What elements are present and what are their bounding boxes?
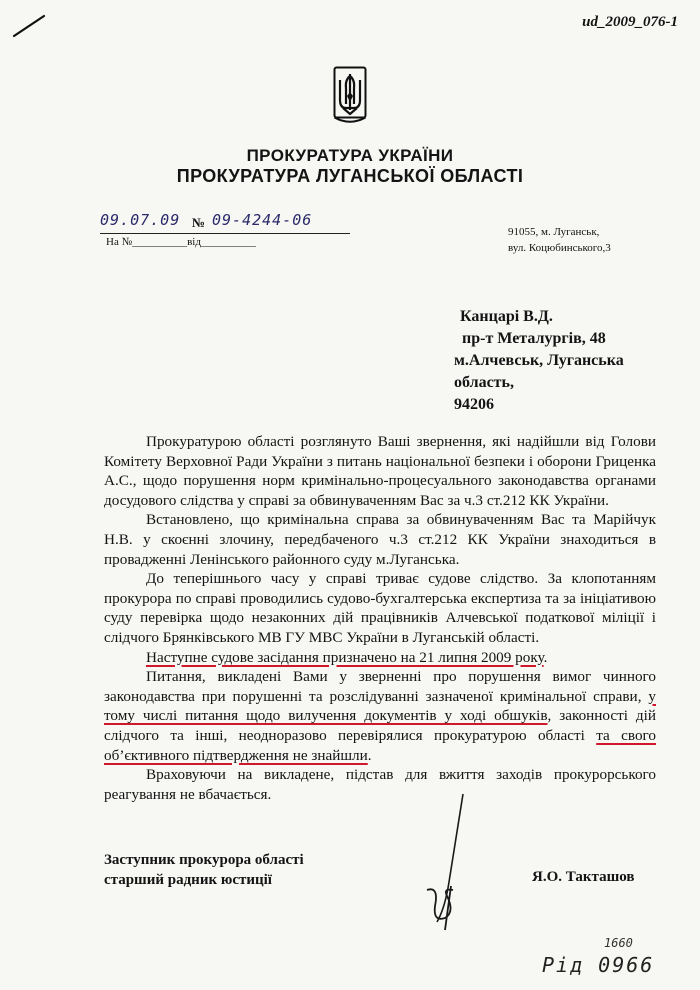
paragraph-5-underline-1: у тому числі питання щодо вилучення документів у ході обшуків — [104, 687, 656, 725]
signatory-position-line2: старший радник юстиції — [104, 872, 272, 888]
pen-stroke-mark — [10, 10, 50, 40]
sender-address-line1: 91055, м. Луганськ, — [508, 226, 600, 238]
paragraph-1: Прокуратурою області розглянуто Ваші звернення, які надійшли від Голови Комітету Верховної Ради України з питань національної безпеки і оборони Гриценка А.С., щодо порушення норм кримінально-процесуального законодавства органами досудового слідства у справі за обвинуваченням Вас за ч.3 ст.212 КК України. — [104, 433, 656, 509]
recipient-street: пр-т Металургів, 48 — [462, 330, 606, 347]
handwritten-reference: Рід 0966 — [542, 953, 655, 977]
registration-line — [100, 213, 350, 234]
paragraph-5-end: . — [367, 746, 372, 764]
sender-address — [508, 224, 611, 256]
number-sign: № — [192, 215, 206, 230]
recipient-city: м.Алчевськ, Луганська — [454, 352, 624, 369]
letter-body — [104, 432, 656, 804]
signatory-name: Я.О. Такташов — [532, 869, 635, 885]
paragraph-5-part-a: Питання, викладені Вами у зверненні про порушення вимог чинного законодавства при порушенні та розслідуванні зазначеної кримінальної справи, — [104, 668, 656, 705]
document-id: ud_2009_076-1 — [582, 14, 678, 30]
registration-number: 09-4244-06 — [212, 211, 313, 229]
handwritten-signature — [405, 790, 495, 940]
recipient-name: Канцарі В.Д. — [460, 308, 553, 325]
paragraph-4-end: . — [543, 648, 548, 666]
signatory-position-line1: Заступник прокурора області — [104, 852, 304, 868]
org-title-ukraine: ПРОКУРАТУРА УКРАЇНИ — [246, 146, 454, 165]
coat-of-arms-icon — [333, 66, 367, 126]
signatory-position — [104, 850, 304, 890]
org-title-region: ПРОКУРАТУРА ЛУГАНСЬКОЇ ОБЛАСТІ — [176, 166, 524, 186]
reply-reference-line: На №__________від__________ — [106, 236, 256, 248]
paragraph-3: До теперішнього часу у справі триває судове слідство. За клопотанням прокурора по справі проводились судово-бухгалтерська експертиза та за ініціативою суду перевірка щодо незаконних дій працівників Алчевської податкової міліції і слідчого Брянківського МВ ГУ МВС України в Луганській області. — [104, 570, 656, 646]
paragraph-5-part-c: , законності дій слідчого та інші, неодноразово перевірялися прокуратурою області — [104, 707, 656, 744]
paragraph-6: Враховуючи на викладене, підстав для вжиття заходів прокурорського реагування не вбачається. — [104, 766, 656, 803]
registration-date: 09.07.09 — [100, 211, 181, 229]
recipient-postcode: 94206 — [454, 396, 494, 413]
paragraph-5-underline-2: та свого об’єктивного підтвердження не знайшли — [104, 726, 656, 764]
paragraph-5 — [104, 667, 656, 765]
paragraph-2: Встановлено, що кримінальна справа за обвинуваченням Вас та Марійчук Н.В. у скоєнні злочину, передбаченого ч.3 ст.212 КК України знаходиться в провадженні Ленінського районного суду м.Луганська. — [104, 511, 656, 568]
recipient-block — [442, 306, 624, 416]
paragraph-4 — [104, 648, 656, 668]
sender-address-line2: вул. Коцюбинського,3 — [508, 242, 611, 254]
handwritten-number: 1660 — [604, 936, 633, 950]
hearing-date-underlined: Наступне судове засідання призначено на 21 липня 2009 року — [146, 648, 544, 666]
recipient-region: область, — [454, 374, 514, 391]
